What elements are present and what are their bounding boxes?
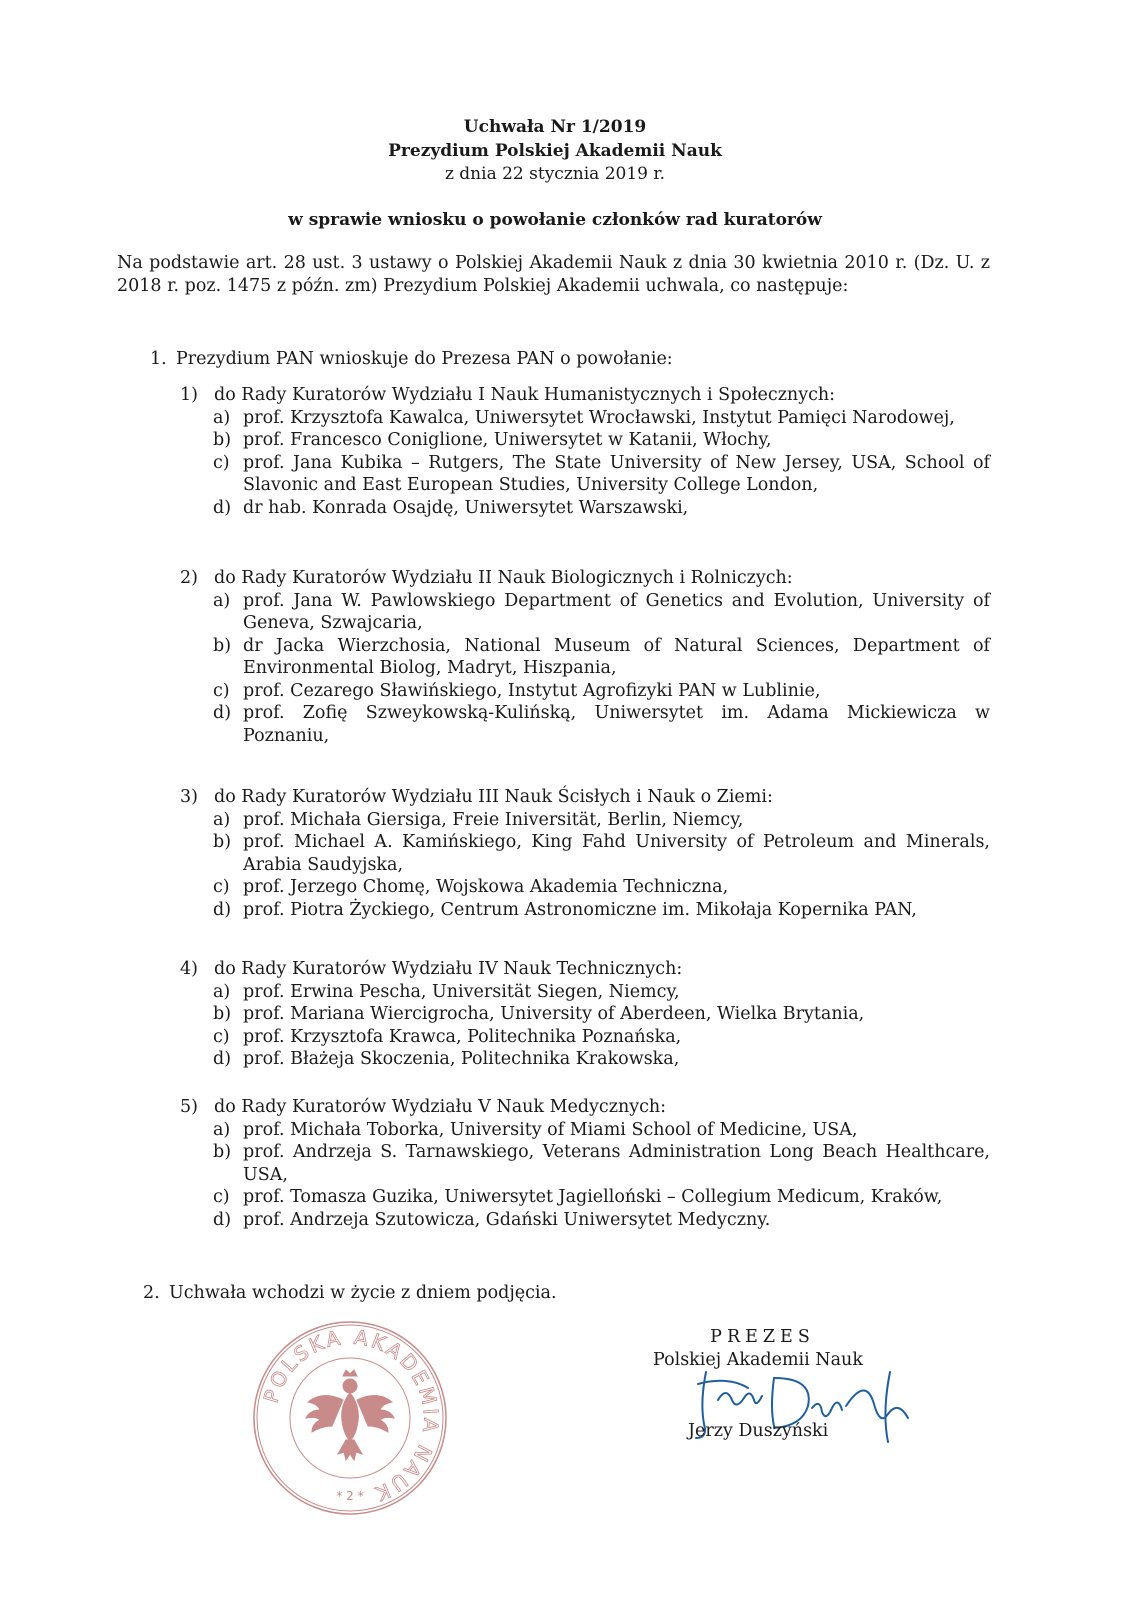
group-number: 2): [180, 568, 198, 588]
signatory-name: Jerzy Duszyński: [688, 1421, 829, 1441]
seal-ring-text: POLSKA AKADEMIA NAUK: [258, 1324, 444, 1507]
group-title: do Rady Kuratorów Wydziału I Nauk Humanistycznych i Społecznych:: [214, 385, 836, 405]
item-letter: a): [213, 981, 231, 1002]
item-text: prof. Mariana Wiercigrocha, University of Aberdeen, Wielka Brytania,: [243, 1004, 865, 1024]
group-heading: [180, 567, 990, 590]
item-letter: a): [213, 1119, 231, 1140]
item-letter: d): [213, 1049, 232, 1069]
list-item: [180, 1026, 990, 1049]
curator-council-group: [180, 384, 990, 519]
item-text: prof. Michała Giersiga, Freie Iniversität, Berlin, Niemcy,: [243, 809, 744, 830]
list-item: [180, 1048, 990, 1071]
point-1: [150, 349, 673, 369]
resolution-organization: Prezydium Polskiej Akademii Nauk: [388, 141, 722, 161]
group-heading: [180, 958, 990, 981]
item-text: prof. Krzysztofa Kawalca, Uniwersytet Wrocławski, Instytut Pamięci Narodowej,: [243, 407, 955, 428]
item-letter: a): [213, 407, 231, 428]
item-letter: b): [213, 430, 232, 450]
item-letter: c): [213, 1026, 230, 1047]
group-title: do Rady Kuratorów Wydziału II Nauk Biologicznych i Rolniczych:: [214, 568, 793, 588]
eagle-icon: [306, 1370, 394, 1460]
item-letter: b): [213, 635, 232, 656]
point-2-text: Uchwała wchodzi w życie z dniem podjęcia.: [169, 1283, 557, 1303]
resolution-date: z dnia 22 stycznia 2019 r.: [444, 164, 666, 184]
item-text: dr hab. Konrada Osajdę, Uniwersytet Warszawski,: [243, 497, 689, 518]
list-item: [180, 1003, 990, 1026]
curator-council-group: [180, 958, 990, 1071]
point-2: [143, 1283, 557, 1303]
item-letter: a): [213, 809, 231, 830]
item-text: prof. Michael A. Kamińskiego, King Fahd University of Petroleum and Minerals, Arabia Saudyjska,: [243, 832, 990, 875]
list-item: [180, 452, 990, 497]
list-item: [180, 497, 990, 520]
item-text: prof. Cezarego Sławińskiego, Instytut Agrofizyki PAN w Lublinie,: [243, 680, 821, 701]
group-number: 4): [180, 959, 198, 979]
point-2-number: 2.: [143, 1283, 160, 1303]
list-item: [180, 702, 990, 747]
group-title: do Rady Kuratorów Wydziału III Nauk Ścisłych i Nauk o Ziemi:: [214, 787, 773, 807]
item-text: prof. Tomasza Guzika, Uniwersytet Jagielloński – Collegium Medicum, Kraków,: [243, 1187, 943, 1207]
academy-seal: [250, 1318, 450, 1522]
item-text: prof. Michała Toborka, University of Miami School of Medicine, USA,: [243, 1119, 858, 1140]
group-number: 5): [180, 1097, 198, 1117]
curator-council-group: [180, 1096, 990, 1231]
group-heading: [180, 786, 990, 809]
item-text: prof. Francesco Coniglione, Uniwersytet w Katanii, Włochy,: [243, 430, 772, 450]
curator-council-group: [180, 567, 990, 747]
seal-number: * 2 *: [336, 1489, 364, 1503]
list-item: [180, 429, 990, 452]
list-item: [180, 1186, 990, 1209]
item-text: prof. Jana Kubika – Rutgers, The State University of New Jersey, USA, School of Slavonic and East European Studies, University College London,: [243, 452, 990, 495]
point-1-number: 1.: [150, 349, 167, 369]
group-number: 1): [180, 385, 198, 405]
item-letter: d): [213, 703, 232, 723]
list-item: [180, 1141, 990, 1186]
seal-graphic: [250, 1318, 450, 1518]
item-text: prof. Andrzeja Szutowicza, Gdański Uniwersytet Medyczny.: [243, 1209, 771, 1230]
list-item: [180, 876, 990, 899]
list-item: [180, 809, 990, 832]
group-title: do Rady Kuratorów Wydziału V Nauk Medycznych:: [214, 1097, 667, 1117]
legal-basis-paragraph: Na podstawie art. 28 ust. 3 ustawy o Polskiej Akademii Nauk z dnia 30 kwietnia 2010 r. (Dz. U. z 2018 r. poz. 1475 z późn. zm) Prezydium Polskiej Akademii uchwala, co następuje:: [117, 253, 990, 296]
signatory-role: PREZES: [710, 1327, 815, 1347]
list-item: [180, 981, 990, 1004]
group-number: 3): [180, 787, 198, 807]
list-item: [180, 635, 990, 680]
item-text: prof. Błażeja Skoczenia, Politechnika Krakowska,: [243, 1049, 680, 1069]
item-letter: c): [213, 680, 230, 701]
item-text: prof. Piotra Życkiego, Centrum Astronomiczne im. Mikołaja Kopernika PAN,: [243, 899, 917, 920]
item-letter: b): [213, 1142, 232, 1162]
list-item: [180, 407, 990, 430]
group-heading: [180, 384, 990, 407]
item-letter: a): [213, 590, 231, 611]
list-item: [180, 1119, 990, 1142]
resolution-title: Uchwała Nr 1/2019: [463, 117, 647, 137]
list-item: [180, 899, 990, 922]
group-title: do Rady Kuratorów Wydziału IV Nauk Technicznych:: [214, 959, 683, 979]
item-letter: d): [213, 899, 232, 920]
item-letter: c): [213, 877, 230, 897]
item-text: prof. Zofię Szweykowską-Kulińską, Uniwersytet im. Adama Mickiewicza w Poznaniu,: [243, 703, 990, 746]
point-1-text: Prezydium PAN wnioskuje do Prezesa PAN o powołanie:: [176, 349, 673, 369]
item-letter: c): [213, 1187, 230, 1207]
group-heading: [180, 1096, 990, 1119]
curator-council-group: [180, 786, 990, 921]
item-letter: b): [213, 1004, 232, 1024]
signatory-organization: Polskiej Akademii Nauk: [653, 1350, 863, 1370]
resolution-subject: w sprawie wniosku o powołanie członków rad kuratorów: [288, 210, 822, 230]
list-item: [180, 590, 990, 635]
signature-block: [600, 1326, 920, 1441]
item-text: prof. Jerzego Chomę, Wojskowa Akademia Techniczna,: [243, 877, 729, 897]
list-item: [180, 680, 990, 703]
list-item: [180, 831, 990, 876]
item-text: prof. Krzysztofa Krawca, Politechnika Poznańska,: [243, 1026, 682, 1047]
item-letter: d): [213, 497, 232, 518]
item-letter: c): [213, 452, 230, 473]
item-text: prof. Jana W. Pawlowskiego Department of Genetics and Evolution, University of Geneva, Szwajcaria,: [243, 590, 990, 633]
item-letter: d): [213, 1209, 232, 1230]
list-item: [180, 1209, 990, 1232]
item-text: dr Jacka Wierzchosia, National Museum of Natural Sciences, Department of Environmental Biolog, Madryt, Hiszpania,: [243, 635, 990, 678]
item-letter: b): [213, 832, 232, 852]
item-text: prof. Erwina Pescha, Universität Siegen, Niemcy,: [243, 981, 680, 1002]
item-text: prof. Andrzeja S. Tarnawskiego, Veterans Administration Long Beach Healthcare, USA,: [243, 1142, 990, 1185]
